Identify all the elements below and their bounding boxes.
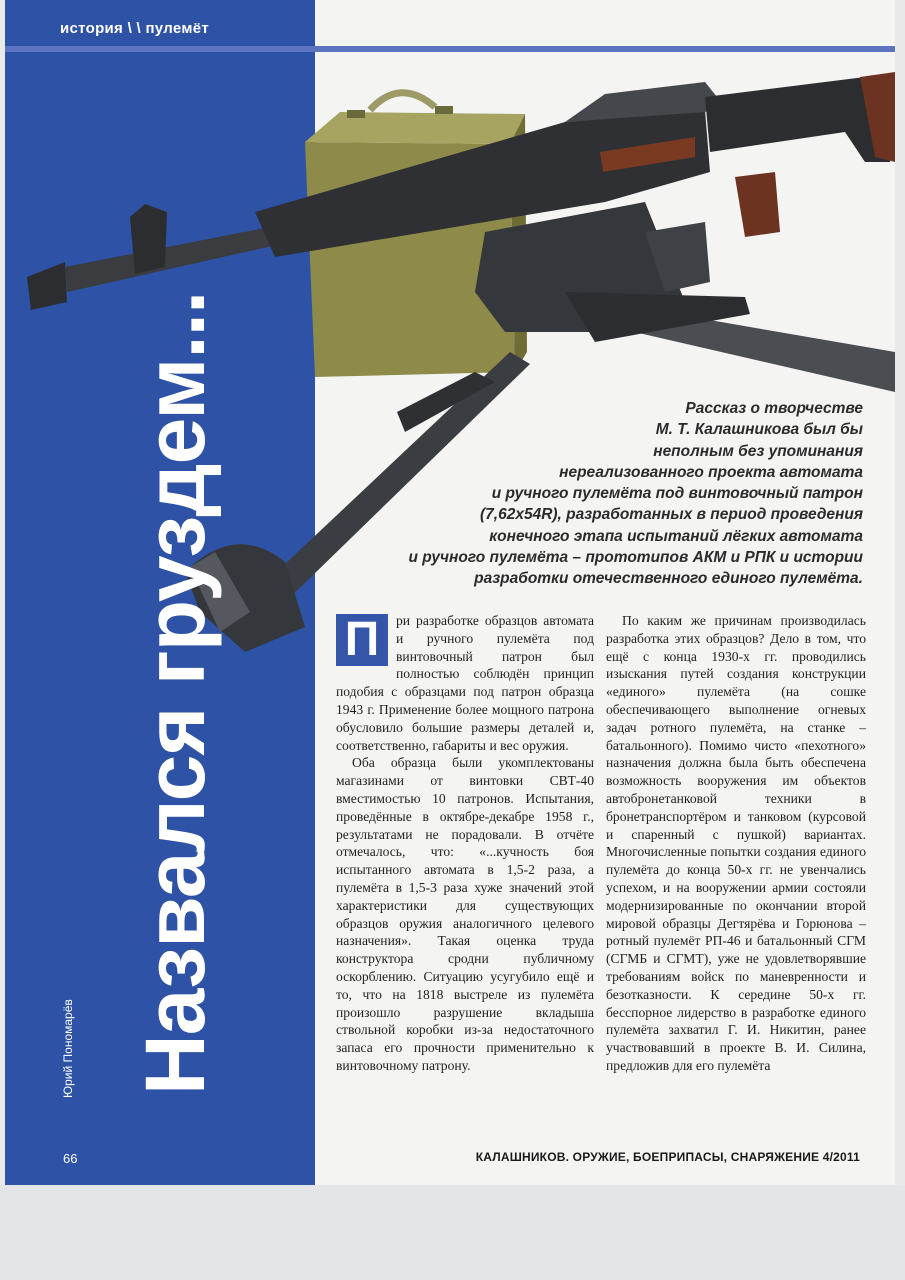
body-paragraph: ри разработке образцов автомата и ручного пулемёта под винтовочный патрон был полностью соблюдён принцип подобия с образцами под патрон образца 1943 г. Применение более мощного патрона обусловило большие размеры деталей и, соответственно, габариты и вес оружия. bbox=[336, 613, 594, 753]
lead-line: нереализованного проекта автомата bbox=[559, 463, 863, 481]
body-paragraph: По каким же причинам производилась разработка этих образцов? Дело в том, что ещё с конца 1930-х гг. проводились изыскания путей создания конструкции «единого» пулемёта (на сошке обеспечивающего выполнение огневых задач ротного пулемёта, на станке – батальонного). Помимо чисто «пехотного» назначения должна была быть обеспечена возможность вооружения им объектов автобронетанковой техники в бронетранспортёром и танковом (курсовой и спаренный с пушкой) вариантах. Многочисленные попытки создания единого пулемёта до конца 50-х гг. не увенчались успехом, и на вооружении армии состояли модернизированные по окончании второй мировой образцы Дегтярёва и Горюнова – ротный пулемёт РП-46 и батальонный СГМ (СГМБ и СГМТ), уже не удовлетворявшие требованиям войск по маневренности и безотказности. К середине 50-х гг. бесспорное лидерство в разработке единого пулемёта захватил Г. И. Никитин, ранее участвовавший в проекте В. И. Силина, предложив для его пулемёта bbox=[606, 613, 866, 1073]
lead-paragraph bbox=[335, 398, 863, 590]
author-name: Юрий Пономарёв bbox=[61, 999, 75, 1098]
lead-line: неполным без упоминания bbox=[653, 442, 863, 460]
body-column-2 bbox=[606, 612, 866, 1075]
lead-line: конечного этапа испытаний лёгких автомата bbox=[489, 527, 863, 545]
lead-line: Рассказ о творчестве bbox=[685, 400, 863, 417]
section-label: история \ \ пулемёт bbox=[60, 20, 210, 37]
lead-line: и ручного пулемёта под винтовочный патрон bbox=[491, 485, 863, 503]
page-number: 66 bbox=[63, 1151, 78, 1166]
drop-cap: П bbox=[336, 614, 388, 666]
body-paragraph: Оба образца были укомплектованы магазинами от винтовки СВТ-40 вместимостью 10 патронов. Испытания, проведённые в октябре-декабре 1958 г., результатами не порадовали. В отчёте отмечалось, что: «...кучность боя испытанного автомата в 1,5-2 раза, а пулемёта в 1,5-3 раза хуже значений этой характеристики для существующих образцов оружия аналогичного целевого назначения». Такая оценка труда конструктора сродни публичному оскорблению. Ситуацию усугубило ещё и то, что на 1818 выстреле из пулемёта произошло разрушение вкладыша ствольной коробки из-за недостаточного запаса его прочности применительно к винтовочному патрону. bbox=[336, 755, 594, 1073]
lead-line: М. Т. Калашникова был бы bbox=[655, 421, 863, 439]
lead-line: разработки отечественного единого пулемёта. bbox=[474, 570, 863, 588]
body-column-1 bbox=[336, 612, 594, 1075]
magazine-footer: КАЛАШНИКОВ. ОРУЖИЕ, БОЕПРИПАСЫ, СНАРЯЖЕНИЕ 4/2011 bbox=[475, 1150, 860, 1164]
article-title: Назвался груздем... bbox=[128, 291, 222, 1095]
lead-line: и ручного пулемёта – прототипов АКМ и РПК и истории bbox=[408, 549, 863, 567]
scan-margin bbox=[0, 1185, 905, 1280]
magazine-page bbox=[5, 0, 895, 1185]
lead-line: (7,62х54R), разработанных в период проведения bbox=[480, 506, 863, 524]
